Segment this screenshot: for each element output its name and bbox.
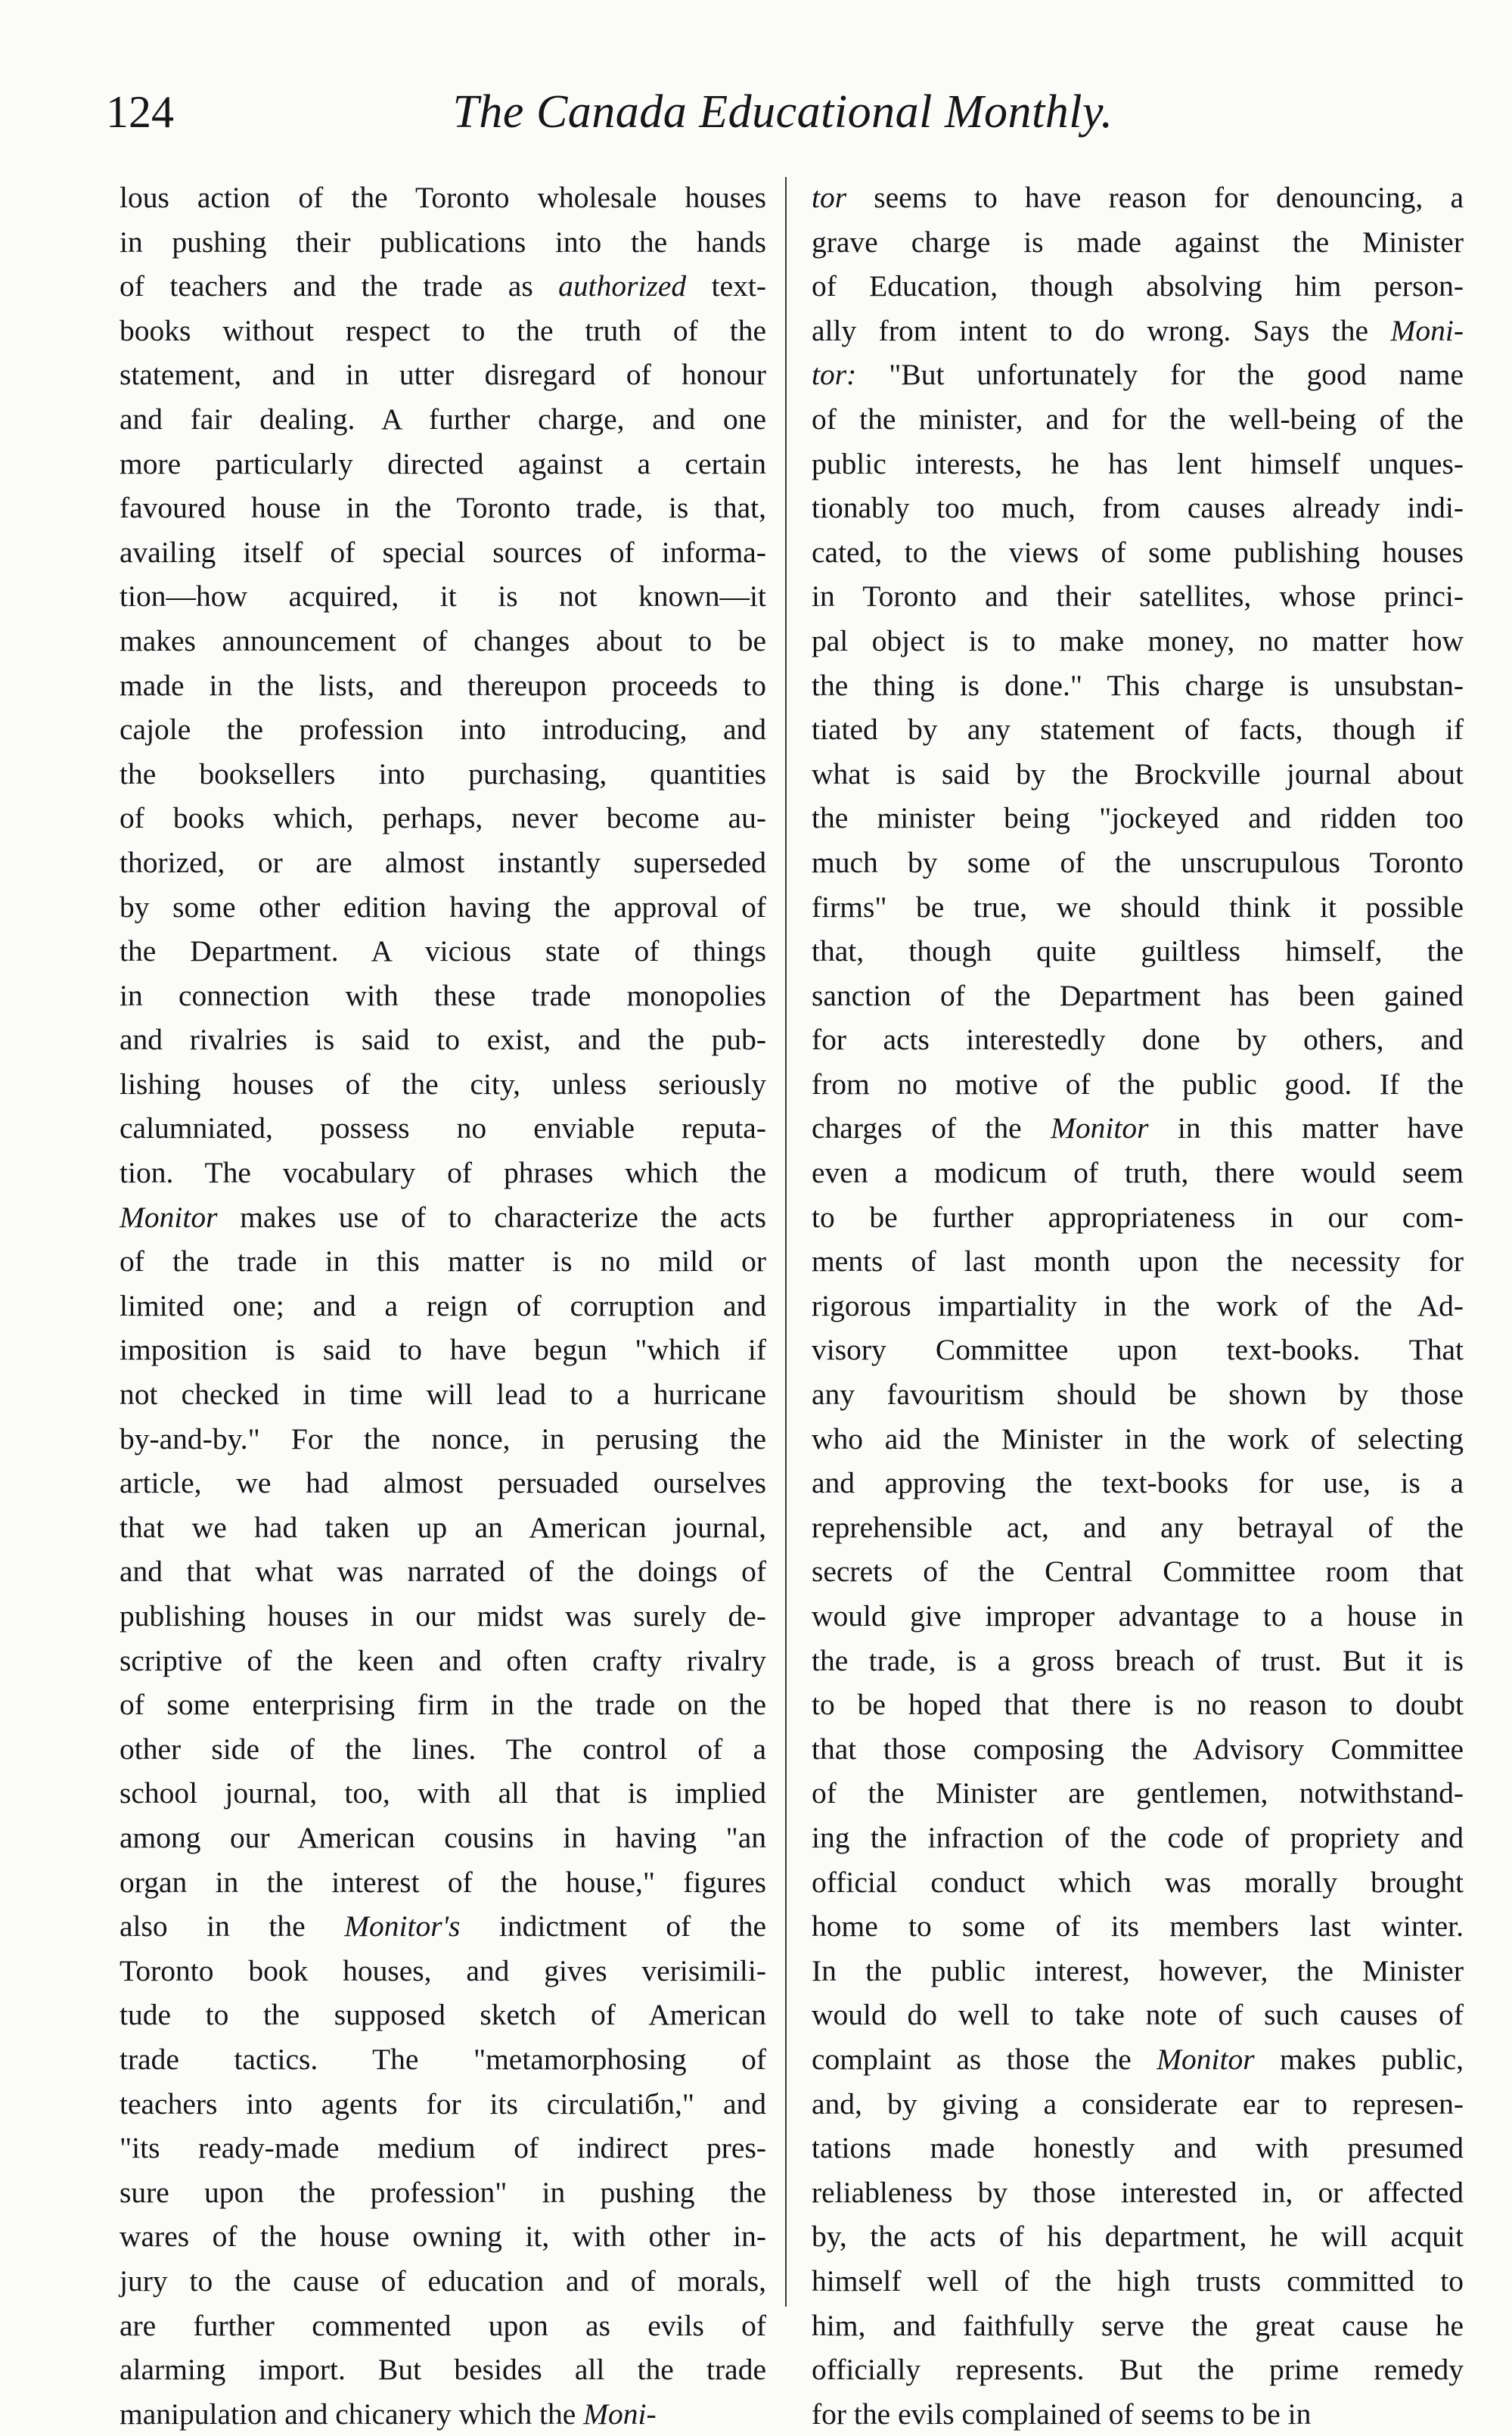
text-segment: pal object is to make money, no matter how	[812, 623, 1464, 657]
text-segment: are further commented upon as evils of	[120, 2308, 766, 2342]
text-line	[120, 1328, 766, 1372]
text-line	[120, 619, 766, 663]
text-line	[812, 1151, 1464, 1195]
italic-text: Monitor	[1051, 1111, 1149, 1145]
text-line	[120, 1594, 766, 1639]
text-line	[812, 264, 1464, 309]
text-segment: Toronto book houses, and gives verisimili-	[120, 1953, 766, 1987]
text-segment: officially represents. But the prime remedy	[812, 2353, 1464, 2387]
text-segment: of some enterprising firm in the trade on the	[120, 1688, 766, 1722]
text-line	[120, 2347, 766, 2392]
text-segment: "its ready-made medium of indirect pres-	[120, 2131, 766, 2165]
left-column	[120, 176, 766, 2436]
text-line	[812, 1284, 1464, 1328]
text-line	[120, 1195, 766, 1240]
text-line	[812, 840, 1464, 885]
text-segment: and that what was narrated of the doings of	[120, 1555, 766, 1589]
text-segment: of the Minister are gentlemen, notwithstand-	[812, 1776, 1464, 1810]
text-line	[120, 1106, 766, 1151]
text-segment: by-and-by." For the nonce, in perusing the	[120, 1422, 766, 1456]
text-segment: him, and faithfully serve the great cause he	[812, 2308, 1464, 2342]
text-segment: statement, and in utter disregard of honour	[120, 358, 766, 392]
text-segment: scriptive of the keen and often crafty rivalry	[120, 1643, 766, 1677]
text-segment: that those composing the Advisory Committee	[812, 1732, 1464, 1766]
text-line	[812, 619, 1464, 663]
text-segment: to be further appropriateness in our com-	[812, 1200, 1464, 1234]
text-line	[120, 1549, 766, 1594]
text-line	[120, 1993, 766, 2037]
text-segment: wares of the house owning it, with other in-	[120, 2220, 766, 2254]
text-segment: indictment of the	[460, 1909, 766, 1944]
text-line	[120, 1727, 766, 1772]
text-segment: home to some of its members last winter.	[812, 1909, 1464, 1944]
text-segment: favoured house in the Toronto trade, is that,	[120, 491, 766, 525]
text-segment: would give improper advantage to a house in	[812, 1599, 1464, 1633]
text-segment: made in the lists, and thereupon proceeds to	[120, 668, 766, 702]
text-line	[120, 1860, 766, 1905]
text-segment: calumniated, possess no enviable reputa-	[120, 1111, 766, 1145]
text-line	[812, 1816, 1464, 1860]
text-line	[120, 1949, 766, 1993]
italic-text: Moni-	[583, 2397, 657, 2431]
text-line	[812, 2082, 1464, 2127]
text-line	[120, 752, 766, 797]
text-line	[812, 1461, 1464, 1505]
text-line	[120, 1639, 766, 1683]
text-line	[120, 1771, 766, 1816]
text-line	[120, 1239, 766, 1284]
italic-text: Monitor's	[344, 1909, 461, 1944]
text-segment: imposition is said to have begun "which if	[120, 1333, 766, 1367]
text-segment: for acts interestedly done by others, and	[812, 1023, 1464, 1057]
text-segment: other side of the lines. The control of a	[120, 1732, 766, 1766]
text-segment: publishing houses in our midst was surely de-	[120, 1599, 766, 1633]
text-segment: tations made honestly and with presumed	[812, 2131, 1464, 2165]
text-line	[812, 1993, 1464, 2037]
text-line	[120, 353, 766, 397]
text-segment: among our American cousins in having "an	[120, 1820, 766, 1854]
column-divider	[785, 177, 787, 2307]
text-line	[120, 530, 766, 575]
text-segment: also in the	[120, 1909, 345, 1944]
text-line	[812, 1683, 1464, 1727]
text-line	[120, 929, 766, 974]
text-segment: what is said by the Brockville journal about	[812, 757, 1464, 791]
text-line	[812, 353, 1464, 397]
text-segment: official conduct which was morally brought	[812, 1865, 1464, 1899]
text-segment: rigorous impartiality in the work of the Ad-	[812, 1288, 1464, 1322]
text-segment: sure upon the profession" in pushing the	[120, 2175, 766, 2209]
text-line	[120, 974, 766, 1018]
text-segment: charges of the	[812, 1111, 1051, 1145]
text-line	[812, 2214, 1464, 2259]
text-segment: of the trade in this matter is no mild or	[120, 1244, 766, 1279]
text-line	[812, 220, 1464, 265]
text-segment: by, the acts of his department, he will acquit	[812, 2220, 1464, 2254]
text-line	[812, 2126, 1464, 2170]
text-segment: not checked in time will lead to a hurricane	[120, 1378, 766, 1412]
text-segment: firms" be true, we should think it possible	[812, 890, 1464, 924]
text-segment: any favouritism should be shown by those	[812, 1378, 1464, 1412]
text-line	[120, 1683, 766, 1727]
text-line	[812, 1417, 1464, 1462]
text-segment: and fair dealing. A further charge, and one	[120, 402, 766, 436]
text-line	[120, 885, 766, 930]
text-line	[812, 486, 1464, 530]
text-segment: seems to have reason for denouncing, a	[846, 181, 1464, 214]
text-segment: secrets of the Central Committee room that	[812, 1555, 1464, 1589]
text-line	[812, 1372, 1464, 1417]
text-line	[812, 796, 1464, 840]
text-line	[120, 1372, 766, 1417]
text-segment: that, though quite guiltless himself, the	[812, 934, 1464, 968]
text-segment: complaint as those the	[812, 2042, 1157, 2076]
text-segment: of Education, though absolving him person-	[812, 269, 1464, 303]
text-segment: lous action of the Toronto wholesale houses	[120, 181, 766, 214]
text-segment: and approving the text-books for use, is a	[812, 1466, 1464, 1500]
text-segment: makes public,	[1254, 2042, 1464, 2076]
text-segment: by some other edition having the approval of	[120, 890, 766, 924]
text-line	[120, 796, 766, 840]
text-segment: grave charge is made against the Minister	[812, 225, 1464, 259]
text-segment: thorized, or are almost instantly superseded	[120, 845, 766, 879]
text-line	[120, 2082, 766, 2127]
text-segment: of the minister, and for the well-being of the	[812, 402, 1464, 436]
text-line	[120, 1018, 766, 1062]
text-line	[120, 176, 766, 220]
text-line	[812, 1594, 1464, 1639]
text-line	[812, 2347, 1464, 2392]
text-line	[812, 1727, 1464, 1772]
text-line	[120, 1816, 766, 1860]
text-line	[120, 2170, 766, 2215]
page-header	[106, 82, 1460, 142]
text-segment: limited one; and a reign of corruption and	[120, 1288, 766, 1322]
text-line	[812, 1639, 1464, 1683]
text-line	[812, 1860, 1464, 1905]
text-line	[812, 974, 1464, 1018]
text-segment: the minister being "jockeyed and ridden too	[812, 801, 1464, 835]
text-segment: jury to the cause of education and of morals,	[120, 2264, 766, 2298]
text-segment: in this matter have	[1148, 1111, 1464, 1145]
text-segment: makes announcement of changes about to be	[120, 623, 766, 657]
text-segment: ing the infraction of the code of propriety and	[812, 1820, 1464, 1854]
text-segment: more particularly directed against a certain	[120, 446, 766, 480]
text-line	[120, 2304, 766, 2348]
text-line	[120, 663, 766, 708]
text-line	[812, 574, 1464, 619]
text-segment: ally from intent to do wrong. Says the	[812, 313, 1391, 347]
text-segment: makes use of to characterize the acts	[217, 1200, 766, 1234]
text-segment: public interests, he has lent himself unques-	[812, 446, 1464, 480]
text-segment: cated, to the views of some publishing houses	[812, 535, 1464, 569]
text-segment: teachers into agents for its circulatiбn," and	[120, 2086, 766, 2121]
text-line	[812, 2304, 1464, 2348]
text-line	[812, 1195, 1464, 1240]
text-segment: tiated by any statement of facts, though if	[812, 713, 1464, 747]
text-segment: of books which, perhaps, never become au-	[120, 801, 766, 835]
text-line	[812, 1106, 1464, 1151]
text-line	[812, 176, 1464, 220]
text-segment: reliableness by those interested in, or affected	[812, 2175, 1464, 2209]
text-segment: visory Committee upon text-books. That	[812, 1333, 1464, 1367]
text-segment: from no motive of the public good. If the	[812, 1067, 1464, 1101]
text-line	[120, 574, 766, 619]
text-segment: and rivalries is said to exist, and the pub-	[120, 1023, 766, 1057]
text-segment: and, by giving a considerate ear to represen-	[812, 2086, 1464, 2121]
text-segment: in connection with these trade monopolies	[120, 978, 766, 1012]
text-segment: trade tactics. The "metamorphosing of	[120, 2042, 766, 2076]
text-segment: even a modicum of truth, there would seem	[812, 1156, 1464, 1190]
text-line	[120, 1062, 766, 1107]
text-line	[812, 1062, 1464, 1107]
text-segment: himself well of the high trusts committed to	[812, 2264, 1464, 2298]
text-segment: school journal, too, with all that is implied	[120, 1776, 766, 1810]
text-segment: lishing houses of the city, unless seriously	[120, 1067, 766, 1101]
italic-text: Monitor	[1157, 2042, 1255, 2076]
text-line	[812, 1549, 1464, 1594]
text-line	[812, 885, 1464, 930]
text-line	[120, 1904, 766, 1949]
italic-text: tor:	[812, 358, 857, 392]
text-segment: the trade, is a gross breach of trust. But it is	[812, 1643, 1464, 1677]
text-line	[120, 840, 766, 885]
text-segment: organ in the interest of the house," figures	[120, 1865, 766, 1899]
text-line	[120, 707, 766, 752]
right-column	[812, 176, 1464, 2436]
text-line	[120, 2392, 766, 2436]
text-segment: of teachers and the trade as	[120, 269, 559, 303]
text-line	[120, 2259, 766, 2304]
text-segment: alarming import. But besides all the trade	[120, 2353, 766, 2387]
text-segment: ments of last month upon the necessity for	[812, 1244, 1464, 1279]
text-segment: manipulation and chicanery which the	[120, 2397, 584, 2431]
text-line	[812, 752, 1464, 797]
italic-text: authorized	[558, 269, 687, 303]
text-line	[812, 1949, 1464, 1993]
text-line	[812, 1328, 1464, 1372]
italic-text: tor	[812, 181, 847, 214]
text-line	[812, 1505, 1464, 1550]
text-line	[120, 309, 766, 353]
text-segment: reprehensible act, and any betrayal of the	[812, 1510, 1464, 1544]
text-line	[812, 663, 1464, 708]
text-line	[120, 1284, 766, 1328]
text-line	[812, 530, 1464, 575]
text-segment: in Toronto and their satellites, whose princi-	[812, 579, 1464, 614]
text-segment: availing itself of special sources of informa-	[120, 535, 766, 569]
text-line	[120, 2214, 766, 2259]
italic-text: Monitor	[120, 1200, 218, 1234]
text-line	[120, 486, 766, 530]
text-line	[120, 1151, 766, 1195]
text-segment: for the evils complained of seems to be in	[812, 2397, 1312, 2431]
text-line	[812, 2037, 1464, 2082]
text-segment: who aid the Minister in the work of selecting	[812, 1422, 1464, 1456]
text-line	[812, 309, 1464, 353]
text-line	[812, 2170, 1464, 2215]
page-number: 124	[106, 87, 174, 137]
text-line	[812, 929, 1464, 974]
text-segment: "But unfortunately for the good name	[856, 358, 1464, 392]
text-line	[120, 2037, 766, 2082]
text-line	[120, 220, 766, 265]
text-segment: tionably too much, from causes already indi-	[812, 491, 1464, 525]
text-segment: books without respect to the truth of the	[120, 313, 766, 347]
text-segment: the thing is done." This charge is unsubstan-	[812, 668, 1464, 702]
text-line	[812, 397, 1464, 442]
text-line	[812, 2392, 1464, 2436]
text-segment: much by some of the unscrupulous Toronto	[812, 845, 1464, 879]
text-segment: tude to the supposed sketch of American	[120, 1998, 766, 2032]
text-segment: the Department. A vicious state of things	[120, 934, 766, 968]
text-line	[812, 2259, 1464, 2304]
text-segment: would do well to take note of such causes of	[812, 1998, 1464, 2032]
text-line	[120, 1461, 766, 1505]
text-segment: text-	[686, 269, 766, 303]
text-line	[812, 1771, 1464, 1816]
text-segment: the booksellers into purchasing, quantities	[120, 757, 766, 791]
italic-text: Moni-	[1390, 313, 1464, 347]
text-line	[120, 397, 766, 442]
text-segment: cajole the profession into introducing, and	[120, 713, 766, 747]
text-segment: in pushing their publications into the hands	[120, 225, 766, 259]
text-line	[812, 1904, 1464, 1949]
text-line	[812, 707, 1464, 752]
text-line	[120, 1505, 766, 1550]
text-line	[120, 264, 766, 309]
text-segment: tion—how acquired, it is not known—it	[120, 579, 766, 614]
text-line	[812, 442, 1464, 486]
text-segment: sanction of the Department has been gained	[812, 978, 1464, 1012]
text-segment: to be hoped that there is no reason to doubt	[812, 1688, 1464, 1722]
text-line	[120, 2126, 766, 2170]
text-segment: that we had taken up an American journal,	[120, 1510, 766, 1544]
text-segment: tion. The vocabulary of phrases which the	[120, 1156, 766, 1190]
running-title: The Canada Educational Monthly.	[452, 86, 1113, 138]
text-line	[812, 1018, 1464, 1062]
text-segment: In the public interest, however, the Minister	[812, 1953, 1464, 1987]
text-segment: article, we had almost persuaded ourselves	[120, 1466, 766, 1500]
text-line	[120, 442, 766, 486]
text-line	[120, 1417, 766, 1462]
text-line	[812, 1239, 1464, 1284]
